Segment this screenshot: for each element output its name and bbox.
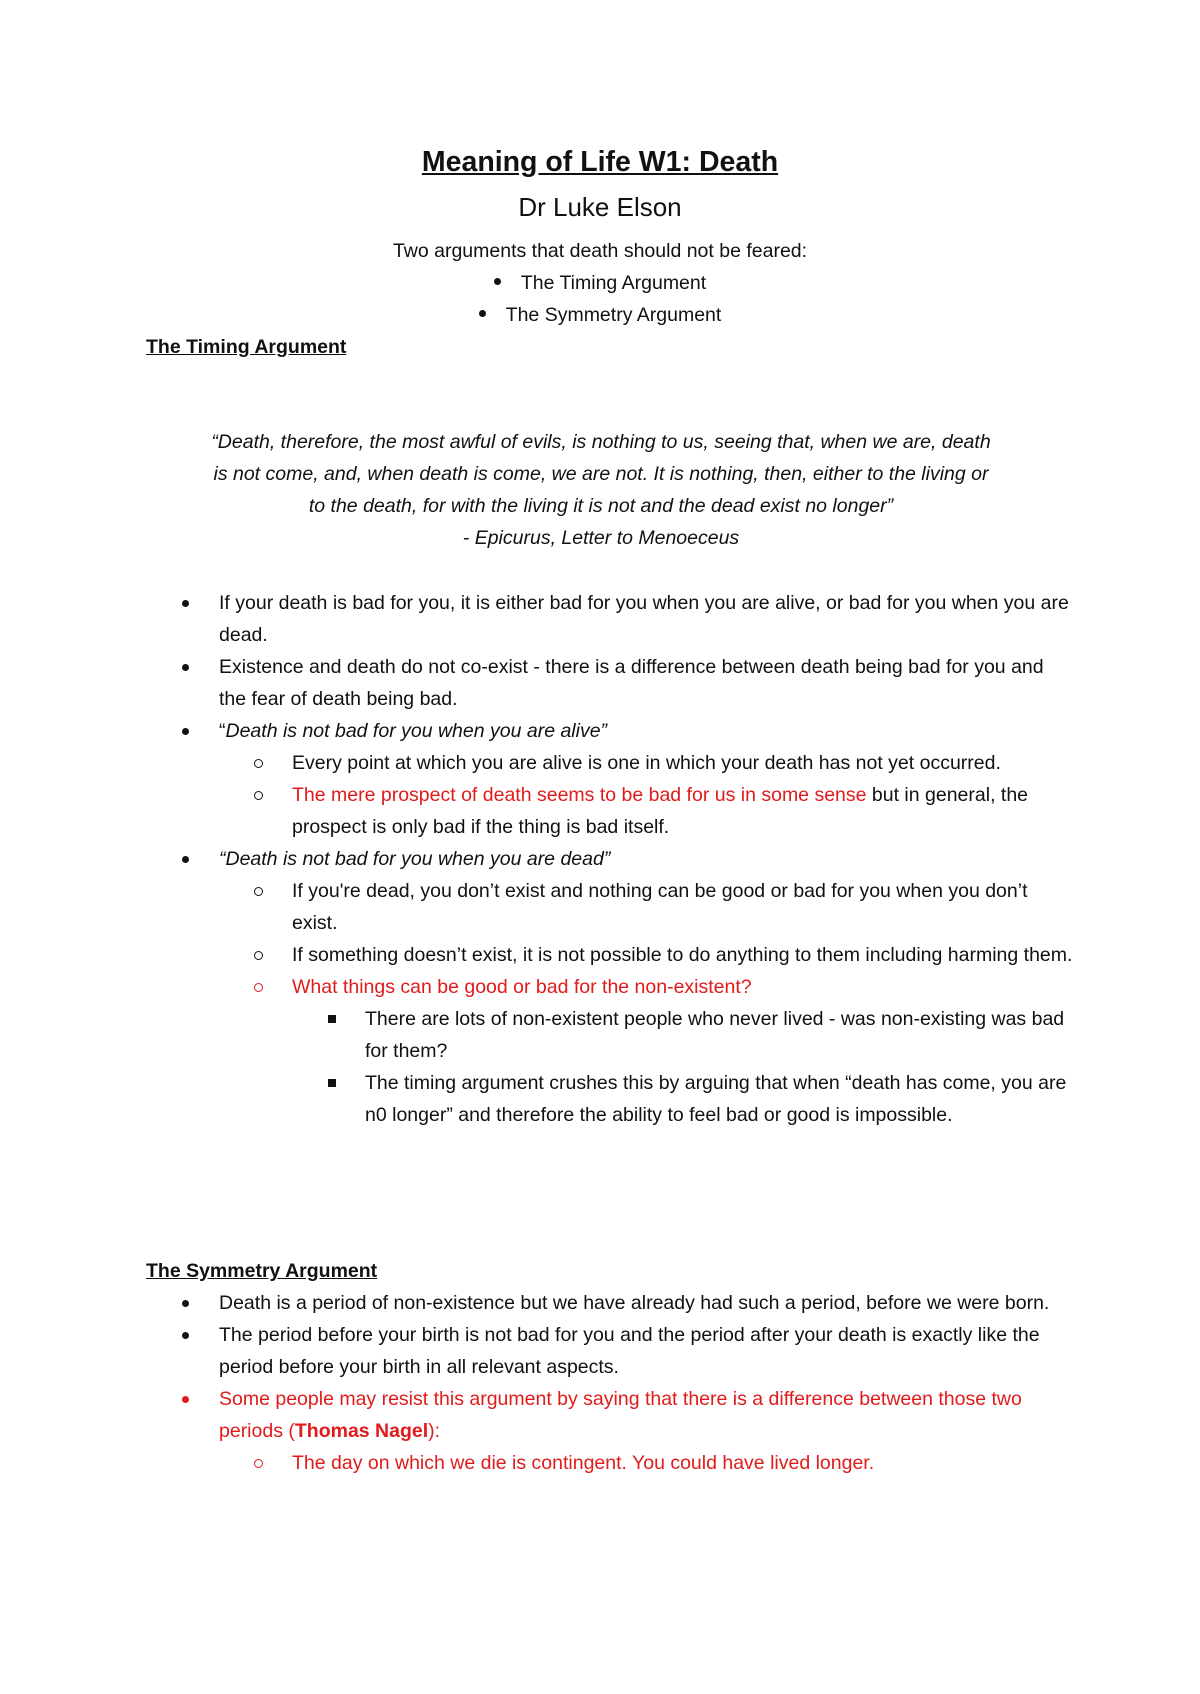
bullet-icon: [182, 651, 202, 683]
epicurus-quote: [146, 426, 1056, 554]
bullet-icon: [182, 1287, 202, 1319]
list-item: Some people may resist this argument by saying that there is a difference between those two periods (Thomas Nagel):: [146, 1383, 1076, 1447]
list-item: The mere prospect of death seems to be bad for us in some sense but in general, the prospect is only bad if the thing is bad itself.: [146, 779, 1076, 843]
bullet-icon: [182, 1319, 202, 1351]
intro-text: Two arguments that death should not be feared:: [392, 240, 808, 262]
list-item: Every point at which you are alive is one in which your death has not yet occurred.: [146, 747, 1076, 779]
list-item: If you're dead, you don’t exist and nothing can be good or bad for you when you don’t exist.: [146, 875, 1076, 939]
highlighted-text: The mere prospect of death seems to be bad for us in some sense: [292, 784, 867, 806]
circle-bullet-icon: [254, 939, 274, 971]
bullet-icon: [182, 843, 202, 875]
document-author: Dr Luke Elson: [518, 192, 682, 222]
list-item: “Death is not bad for you when you are dead”: [146, 843, 1076, 875]
list-item: Death is a period of non-existence but we have already had such a period, before we were born.: [146, 1287, 1076, 1319]
bullet-icon: [182, 715, 202, 747]
bullet-icon: [479, 310, 486, 317]
document-title: Meaning of Life W1: Death: [421, 146, 779, 178]
bullet-icon: [182, 587, 202, 619]
list-item: If your death is bad for you, it is either bad for you when you are alive, or bad for you when you are dead.: [146, 587, 1076, 651]
circle-bullet-icon: [254, 971, 274, 1003]
list-item: The day on which we die is contingent. You could have lived longer.: [146, 1447, 1076, 1479]
intro-list-item: The Timing Argument: [0, 267, 1200, 299]
quote-line: “Death, therefore, the most awful of evils, is nothing to us, seeing that, when we are, death: [211, 431, 991, 453]
list-item: The period before your birth is not bad for you and the period after your death is exactly like the period before your birth in all relevant aspects.: [146, 1319, 1076, 1383]
bullet-icon: [494, 278, 501, 285]
circle-bullet-icon: [254, 747, 274, 779]
bullet-icon: [182, 1383, 202, 1415]
quote-attribution: - Epicurus, Letter to Menoeceus: [462, 527, 740, 549]
list-item: “Death is not bad for you when you are alive”: [146, 715, 1076, 747]
list-item: Existence and death do not co-exist - there is a difference between death being bad for you and the fear of death being bad.: [146, 651, 1076, 715]
intro-list-item: The Symmetry Argument: [0, 299, 1200, 331]
list-item: There are lots of non-existent people who never lived - was non-existing was bad for them?: [146, 1003, 1076, 1067]
section-heading-timing: The Timing Argument: [146, 336, 347, 358]
square-bullet-icon: [327, 1067, 347, 1099]
circle-bullet-icon: [254, 779, 274, 811]
list-item: What things can be good or bad for the non-existent?: [146, 971, 1076, 1003]
author-name: Thomas Nagel: [294, 1420, 429, 1442]
list-item: If something doesn’t exist, it is not possible to do anything to them including harming them.: [146, 939, 1076, 971]
section-heading-symmetry: The Symmetry Argument: [146, 1260, 378, 1282]
quote-line: is not come, and, when death is come, we are not. It is nothing, then, either to the living or: [213, 463, 989, 485]
square-bullet-icon: [327, 1003, 347, 1035]
list-item: The timing argument crushes this by arguing that when “death has come, you are n0 longer” and therefore the ability to feel bad or good is impossible.: [146, 1067, 1076, 1131]
intro-list: [0, 267, 1200, 331]
symmetry-bullet-list: [146, 1287, 1076, 1479]
circle-bullet-icon: [254, 875, 274, 907]
timing-bullet-list: [146, 587, 1076, 1131]
quote-line: to the death, for with the living it is not and the dead exist no longer”: [308, 495, 894, 517]
circle-bullet-icon: [254, 1447, 274, 1479]
